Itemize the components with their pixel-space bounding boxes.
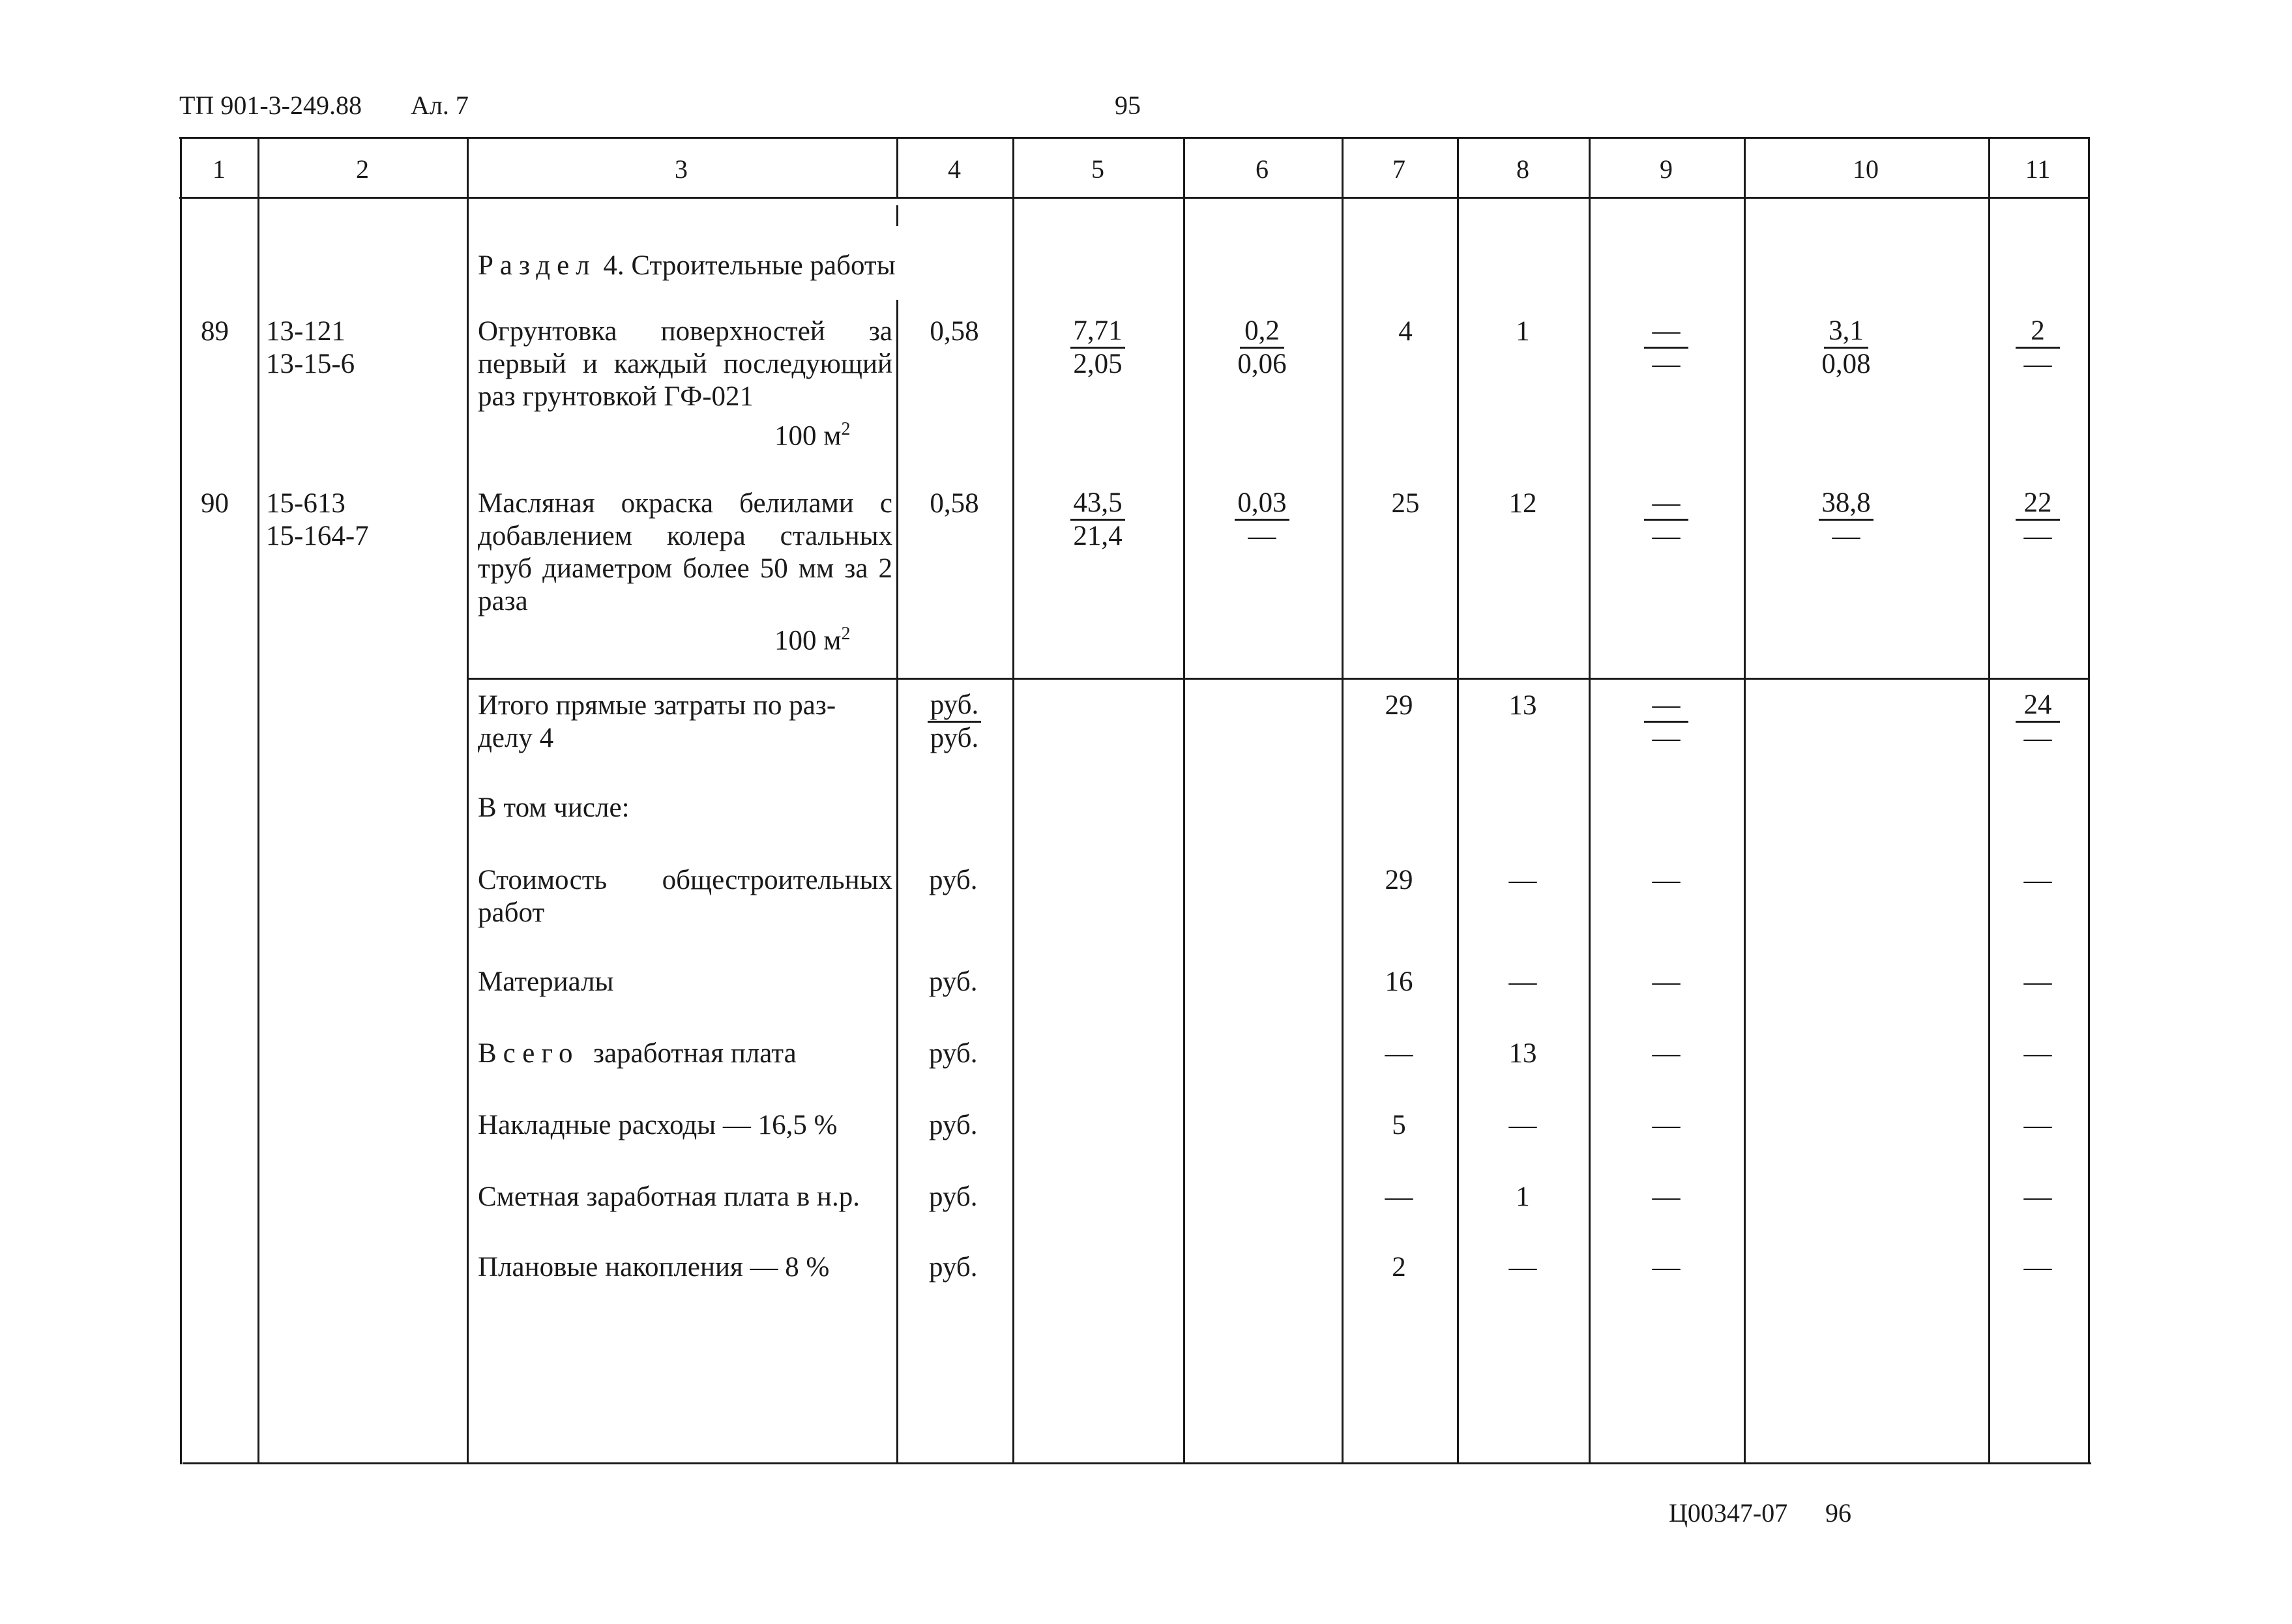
fraction-numerator: 43,5: [1070, 487, 1124, 521]
rate-code: 15-164-7: [266, 521, 369, 551]
cell-value: 13: [1508, 1038, 1537, 1069]
document-code: ТП 901-3-249.88: [179, 91, 362, 120]
cell-value: —: [1508, 966, 1537, 997]
breakdown-unit: руб.: [929, 1182, 978, 1212]
cell-value: —: [1508, 865, 1537, 895]
fraction-cell: [1992, 315, 2083, 380]
col-border-1: [257, 137, 259, 1464]
cell-value: —: [1385, 1038, 1413, 1069]
cell-value: 4: [1398, 316, 1413, 347]
breakdown-label-spaced: Всего: [478, 1038, 580, 1069]
breakdown-label: Стоимость общестроительных работ: [478, 865, 892, 928]
fraction-numerator: —: [1644, 315, 1688, 349]
footer-page-number: 96: [1825, 1498, 1851, 1528]
section-title-word: Раздел: [478, 250, 596, 281]
fraction-cell: [1992, 689, 2083, 754]
section-title: [478, 250, 896, 282]
fraction-denominator: —: [1652, 349, 1681, 379]
fraction-denominator: —: [2023, 349, 2052, 379]
fraction-numerator: 3,1: [1824, 315, 1868, 349]
column-header: 5: [1091, 154, 1104, 184]
col-border-5: [1183, 137, 1185, 1464]
cell-value: 29: [1385, 865, 1413, 895]
total-separator-line: [468, 678, 2089, 680]
col-border-8: [1589, 137, 1591, 1464]
rate-code: 13-15-6: [266, 349, 355, 379]
fraction-denominator: —: [1248, 521, 1276, 551]
fraction-cell: [1621, 689, 1712, 754]
footer-code: Ц00347-07: [1669, 1498, 1788, 1528]
unit-of-measure: [774, 618, 850, 657]
fraction-numerator: 0,03: [1235, 487, 1289, 521]
fraction-denominator: 0,08: [1821, 349, 1871, 379]
fraction-cell: [909, 689, 1000, 754]
cell-value: —: [1652, 1182, 1681, 1212]
breakdown-unit: руб.: [929, 1252, 978, 1283]
cell-value: 1: [1516, 316, 1530, 347]
fraction-numerator: 22: [2016, 487, 2060, 521]
cell-value: 29: [1385, 690, 1413, 721]
unit-value: 100 м: [774, 420, 842, 452]
fraction-numerator: 7,71: [1070, 315, 1124, 349]
cell-value: —: [2023, 1182, 2052, 1212]
quantity: 0,58: [930, 488, 979, 519]
fraction-denominator: 21,4: [1073, 521, 1123, 551]
col-border-3-header: [896, 137, 898, 198]
fraction-numerator: —: [1644, 487, 1688, 521]
fraction-cell: [1216, 315, 1308, 380]
total-label-line2: делу 4: [478, 723, 554, 753]
unit-power: 2: [841, 419, 851, 439]
cell-value: 13: [1508, 690, 1537, 721]
col-border-left: [180, 137, 182, 1464]
column-header: 11: [2025, 154, 2051, 184]
unit-of-measure: [774, 413, 850, 452]
fraction-denominator: —: [1652, 723, 1681, 753]
column-header: 9: [1660, 154, 1673, 184]
page-number: 95: [1115, 91, 1141, 120]
cell-value: —: [1652, 865, 1681, 895]
fraction-numerator: —: [1644, 689, 1688, 723]
breakdown-label: Накладные расходы — 16,5 %: [478, 1110, 838, 1140]
work-description: Огрунтовка поверхностей за первый и каждый последующий раз грунтовкой ГФ-021: [478, 316, 892, 412]
fraction-denominator: —: [2023, 521, 2052, 551]
breakdown-label: [478, 1037, 797, 1070]
column-header: 4: [948, 154, 961, 184]
rate-code: 13-121: [266, 316, 345, 347]
fraction-cell: [1052, 487, 1143, 552]
work-description: Масляная окраска белилами с добавлением колера стальных труб диаметром более 50 мм за 2 раза: [478, 488, 892, 616]
table-bottom-border: [183, 1462, 2091, 1464]
fraction-numerator: руб.: [928, 689, 982, 723]
col-border-3-tick: [896, 205, 898, 226]
col-border-9: [1744, 137, 1746, 1464]
fraction-denominator: 0,06: [1237, 349, 1287, 379]
cell-value: —: [2023, 865, 2052, 895]
fraction-denominator: 2,05: [1073, 349, 1123, 379]
breakdown-unit: руб.: [929, 966, 978, 997]
including-label: В том числе:: [478, 792, 630, 823]
table-top-border: [179, 137, 2089, 139]
fraction-cell: [1800, 487, 1892, 552]
fraction-cell: [1216, 487, 1308, 552]
breakdown-unit: руб.: [929, 1038, 978, 1069]
column-header: 6: [1256, 154, 1269, 184]
unit-power: 2: [841, 624, 851, 644]
col-border-4: [1012, 137, 1014, 1464]
section-title-text: 4. Строительные работы: [603, 250, 896, 281]
cell-value: 12: [1508, 488, 1537, 519]
total-label-line1: Итого прямые затраты по раз-: [478, 690, 836, 721]
breakdown-label: Плановые накопления — 8 %: [478, 1252, 830, 1283]
fraction-cell: [1621, 487, 1712, 552]
cell-value: —: [2023, 966, 2052, 997]
column-header: 8: [1516, 154, 1529, 184]
total-label: [478, 689, 892, 755]
fraction-denominator: руб.: [930, 723, 979, 753]
quantity: 0,58: [930, 316, 979, 347]
header-bottom-border: [179, 197, 2089, 199]
fraction-cell: [1800, 315, 1892, 380]
col-border-2: [467, 137, 469, 1464]
column-header: 1: [213, 154, 226, 184]
fraction-cell: [1621, 315, 1712, 380]
breakdown-label-text: заработная плата: [593, 1038, 797, 1069]
breakdown-unit: руб.: [929, 865, 978, 895]
cell-value: —: [1508, 1252, 1537, 1283]
cell-value: 16: [1385, 966, 1413, 997]
cell-value: 2: [1392, 1252, 1406, 1283]
unit-value: 100 м: [774, 625, 842, 656]
cell-value: —: [2023, 1252, 2052, 1283]
column-header: 2: [356, 154, 369, 184]
cell-value: —: [2023, 1038, 2052, 1069]
cell-value: —: [1508, 1110, 1537, 1140]
cell-value: —: [1652, 1038, 1681, 1069]
cell-value: —: [2023, 1110, 2052, 1140]
row-number: 89: [201, 316, 229, 347]
breakdown-unit: руб.: [929, 1110, 978, 1140]
rate-code: 15-613: [266, 488, 345, 519]
fraction-cell: [1992, 487, 2083, 552]
col-border-10: [1988, 137, 1990, 1464]
fraction-denominator: —: [1652, 521, 1681, 551]
cell-value: —: [1385, 1182, 1413, 1212]
row-number: 90: [201, 488, 229, 519]
col-border-3: [896, 300, 898, 1464]
fraction-denominator: —: [1832, 521, 1860, 551]
album-number: Ал. 7: [411, 91, 469, 120]
column-header: 7: [1392, 154, 1405, 184]
cell-value: —: [1652, 1252, 1681, 1283]
col-border-right: [2088, 137, 2090, 1464]
fraction-numerator: 2: [2016, 315, 2060, 349]
fraction-numerator: 0,2: [1240, 315, 1284, 349]
column-header: 10: [1853, 154, 1879, 184]
cell-value: —: [1652, 1110, 1681, 1140]
col-border-6: [1342, 137, 1344, 1464]
breakdown-label: Сметная заработная плата в н.р.: [478, 1182, 860, 1212]
fraction-denominator: —: [2023, 723, 2052, 753]
breakdown-label: Материалы: [478, 966, 614, 997]
fraction-numerator: 38,8: [1819, 487, 1873, 521]
cell-value: 5: [1392, 1110, 1406, 1140]
fraction-numerator: 24: [2016, 689, 2060, 723]
column-header: 3: [675, 154, 688, 184]
cell-value: —: [1652, 966, 1681, 997]
cell-value: 25: [1391, 488, 1420, 519]
col-border-7: [1457, 137, 1459, 1464]
fraction-cell: [1052, 315, 1143, 380]
cell-value: 1: [1516, 1182, 1530, 1212]
